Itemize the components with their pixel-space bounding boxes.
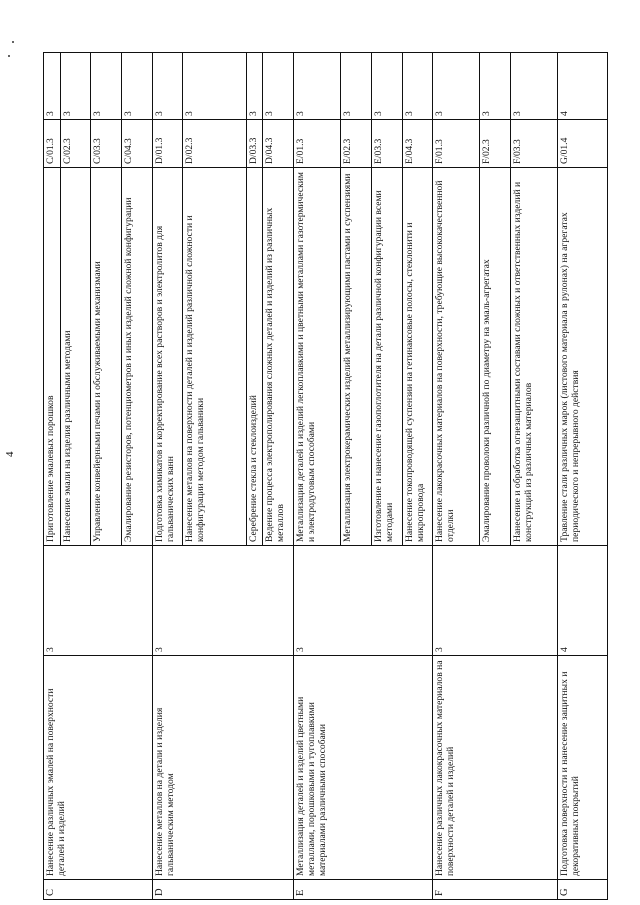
function-qualification-level: 3	[44, 53, 61, 120]
group-letter: D	[152, 880, 294, 900]
function-code: E/02.3	[341, 120, 372, 168]
function-code: E/03.3	[371, 120, 402, 168]
function-name: Приготовление эмалевых порошков	[44, 168, 61, 546]
function-qualification-level: 3	[402, 53, 433, 120]
function-qualification-level: 3	[341, 53, 372, 120]
group-letter: F	[433, 880, 558, 900]
group-name: Нанесение различных эмалей на поверхности деталей и изделий	[44, 656, 153, 880]
function-name: Нанесение эмали на изделия различными методами	[60, 168, 91, 546]
group-name: Нанесение металлов на детали и изделия гальваническим методом	[152, 656, 294, 880]
function-code: D/01.3	[152, 120, 183, 168]
function-code: D/02.3	[183, 120, 247, 168]
function-qualification-level: 3	[183, 53, 247, 120]
group-qualification-level: 4	[558, 546, 608, 656]
group-name: Подготовка поверхности и нанесение защитных и декоративных покрытий	[558, 656, 608, 880]
group-letter: E	[294, 880, 433, 900]
function-qualification-level: 3	[294, 53, 341, 120]
group-qualification-level: 3	[433, 546, 558, 656]
table-row	[558, 53, 608, 900]
function-code: F/02.3	[480, 120, 511, 168]
group-letter: C	[44, 880, 153, 900]
function-code: D/04.3	[263, 120, 294, 168]
function-code: C/04.3	[121, 120, 152, 168]
functions-table	[43, 52, 608, 900]
function-name: Управление конвейерными печами и обслуживаемыми механизмами	[91, 168, 122, 546]
function-code: C/02.3	[60, 120, 91, 168]
function-name: Изготовление и нанесение газопоглотителя на детали различной конфигурации всеми методами	[371, 168, 402, 546]
function-qualification-level: 3	[511, 53, 558, 120]
group-name: Нанесение различных лакокрасочных материалов на поверхности деталей и изделий	[433, 656, 558, 880]
function-qualification-level: 3	[480, 53, 511, 120]
function-qualification-level: 3	[433, 53, 480, 120]
group-qualification-level: 3	[294, 546, 433, 656]
group-name: Металлизация деталей и изделий цветными металлами, порошковыми и тугоплавкими материалами различными способами	[294, 656, 433, 880]
function-qualification-level: 3	[263, 53, 294, 120]
function-name: Нанесение токопроводящей суспензии на гетинаксовые полосы, стеклонити и микропровода	[402, 168, 433, 546]
function-code: D/03.3	[246, 120, 263, 168]
function-name: Травление стали различных марок (листового материала в рулонах) на агрегатах периодического и непрерывного действия	[558, 168, 608, 546]
function-code: C/01.3	[44, 120, 61, 168]
scan-speck	[8, 55, 10, 57]
function-name: Подготовка химикатов и корректирование всех растворов и электролитов для гальванических ванн	[152, 168, 183, 546]
page-number: 4	[4, 451, 16, 457]
function-qualification-level: 3	[246, 53, 263, 120]
function-name: Ведение процесса электрополирования сложных деталей и изделий из различных металлов	[263, 168, 294, 546]
table-row	[44, 53, 61, 900]
function-name: Нанесение металлов на поверхности деталей и изделий различной сложности и конфигурации методом гальваники	[183, 168, 247, 546]
function-name: Эмалирование резисторов, потенциометров и иных изделий сложной конфигурации	[121, 168, 152, 546]
function-name: Эмалирование проволоки различной по диаметру на эмаль-агрегатах	[480, 168, 511, 546]
function-qualification-level: 3	[371, 53, 402, 120]
function-qualification-level: 3	[152, 53, 183, 120]
function-qualification-level: 4	[558, 53, 608, 120]
function-name: Металлизация электрокерамических изделий металлизирующими пастами и суспензиями	[341, 168, 372, 546]
function-name: Серебрение стекла и стеклоизделий	[246, 168, 263, 546]
function-code: F/03.3	[511, 120, 558, 168]
table-row	[294, 53, 341, 900]
function-name: Металлизация деталей и изделий легкоплавкими и цветными металлами газотермическим и электродуговым способами	[294, 168, 341, 546]
function-qualification-level: 3	[91, 53, 122, 120]
table-row	[152, 53, 183, 900]
group-qualification-level: 3	[44, 546, 153, 656]
function-code: F/01.3	[433, 120, 480, 168]
function-name: Нанесение лакокрасочных материалов на поверхности, требующие высококачественной отделки	[433, 168, 480, 546]
table-row	[433, 53, 480, 900]
function-code: G/01.4	[558, 120, 608, 168]
function-code: E/01.3	[294, 120, 341, 168]
function-qualification-level: 3	[60, 53, 91, 120]
group-letter: G	[558, 880, 608, 900]
function-code: C/03.3	[91, 120, 122, 168]
group-qualification-level: 3	[152, 546, 294, 656]
scan-speck	[12, 41, 14, 43]
function-name: Нанесение и обработка огнезащитными составами сложных и ответственных изделий и конструкций из различных материалов	[511, 168, 558, 546]
function-qualification-level: 3	[121, 53, 152, 120]
function-code: E/04.3	[402, 120, 433, 168]
